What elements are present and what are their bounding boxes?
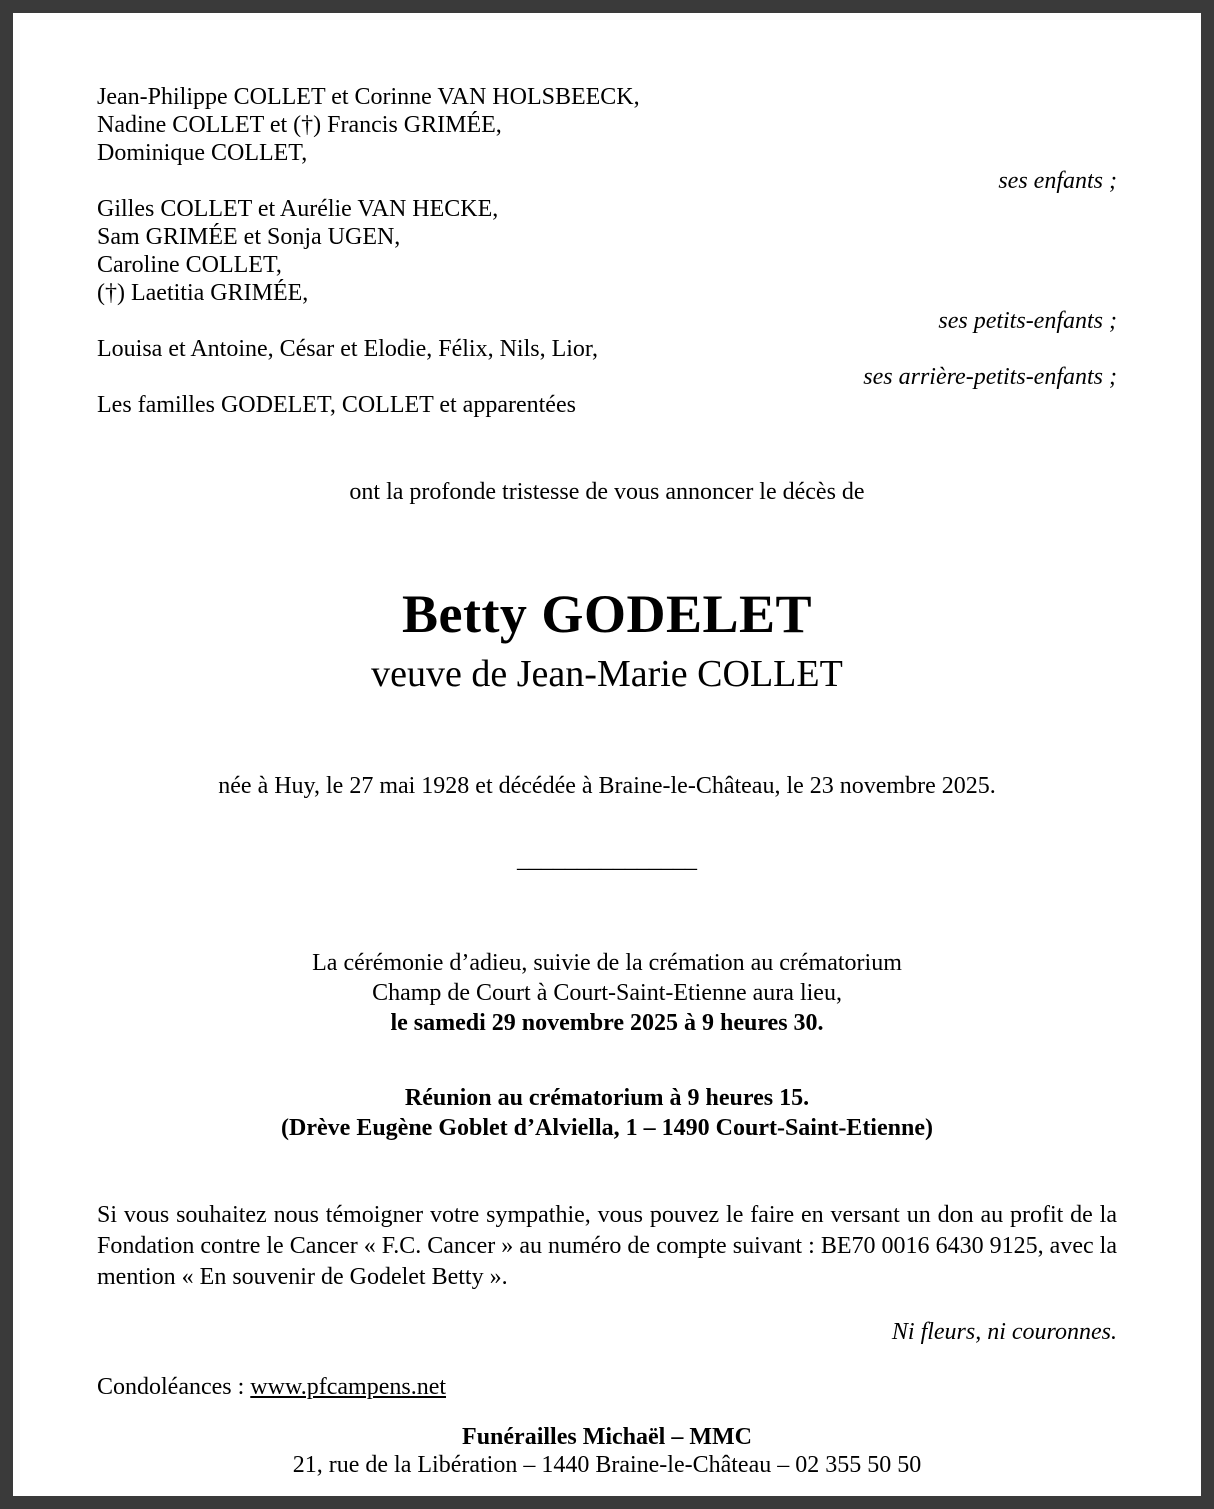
- deceased-name: Betty GODELET: [401, 584, 813, 644]
- families-line: Les familles GODELET, COLLET et apparentées: [97, 392, 576, 418]
- separator-line: _______________: [517, 847, 697, 873]
- ceremony-line: La cérémonie d’adieu, suivie de la crémation au crématorium: [312, 950, 902, 976]
- deceased-subtitle: veuve de Jean-Marie COLLET: [371, 653, 843, 695]
- child-name-line: Jean-Philippe COLLET et Corinne VAN HOLSBEECK,: [97, 84, 640, 110]
- family-names-section: [97, 83, 1117, 419]
- grandchild-name-line: (†) Laetitia GRIMÉE,: [97, 280, 309, 306]
- funeral-home-name: Funérailles Michaël – MMC: [462, 1424, 752, 1450]
- child-name-line: Dominique COLLET,: [97, 140, 308, 166]
- flowers-note: Ni fleurs, ni couronnes.: [891, 1319, 1117, 1345]
- announcement-content: [13, 13, 1201, 1479]
- ceremony-datetime: le samedi 29 novembre 2025 à 9 heures 30.: [390, 1010, 824, 1036]
- meeting-time-line: Réunion au crématorium à 9 heures 15.: [404, 1085, 810, 1111]
- grandchildren-relation-label: ses petits-enfants ;: [938, 308, 1117, 334]
- condolences-label: Condoléances :: [97, 1374, 251, 1400]
- meeting-address-line: (Drève Eugène Goblet d’Alviella, 1 – 1490 Court-Saint-Etienne): [281, 1115, 933, 1141]
- grandchild-name-line: Gilles COLLET et Aurélie VAN HECKE,: [97, 196, 499, 222]
- condolences-link[interactable]: www.pfcampens.net: [250, 1374, 447, 1400]
- donation-paragraph: Si vous souhaitez nous témoigner votre sympathie, vous pouvez le faire en versant un don au profit de la Fondation contre le Cancer « F.C. Cancer » au numéro de compte suivant : BE70 0016 6430 9125, avec la mention « En souvenir de Godelet Betty ».: [97, 1202, 1117, 1290]
- life-dates: née à Huy, le 27 mai 1928 et décédée à Braine-le-Château, le 23 novembre 2025.: [218, 773, 996, 799]
- children-relation-label: ses enfants ;: [998, 168, 1117, 194]
- announcement-intro: ont la profonde tristesse de vous annoncer le décès de: [349, 479, 865, 505]
- condolences-line: [97, 1373, 1117, 1401]
- meeting-section: [97, 1083, 1117, 1143]
- funeral-home-footer: [97, 1423, 1117, 1479]
- ceremony-section: [97, 948, 1117, 1038]
- ceremony-line: Champ de Court à Court-Saint-Etienne aura lieu,: [372, 980, 842, 1006]
- funeral-home-address: 21, rue de la Libération – 1440 Braine-le-Château – 02 355 50 50: [292, 1452, 922, 1478]
- great-grandchildren-name-line: Louisa et Antoine, César et Elodie, Félix, Nils, Lior,: [97, 336, 598, 362]
- grandchild-name-line: Sam GRIMÉE et Sonja UGEN,: [97, 224, 401, 250]
- great-grandchildren-relation-label: ses arrière-petits-enfants ;: [863, 364, 1117, 390]
- grandchild-name-line: Caroline COLLET,: [97, 252, 282, 278]
- child-name-line: Nadine COLLET et (†) Francis GRIMÉE,: [97, 112, 502, 138]
